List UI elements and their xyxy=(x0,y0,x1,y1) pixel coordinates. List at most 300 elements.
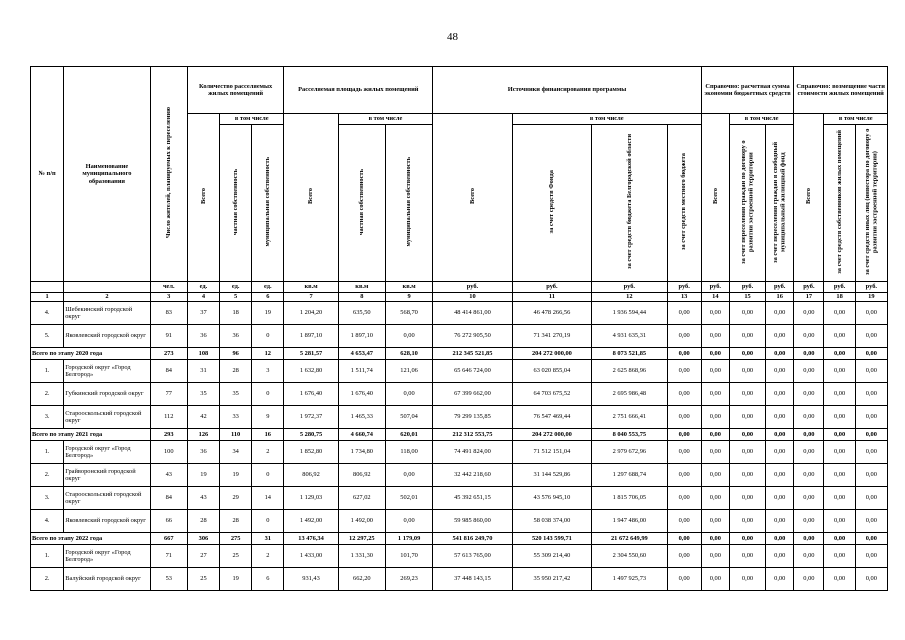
unit-cell: кв.м xyxy=(338,282,385,293)
header-refund-incl: в том числе xyxy=(824,114,888,125)
table-cell: 0,00 xyxy=(729,360,765,383)
table-cell: 0,00 xyxy=(701,510,729,533)
stage-total-row xyxy=(31,533,888,545)
table-cell: 0,00 xyxy=(701,383,729,406)
table-cell: 34 xyxy=(220,441,252,464)
table-cell: 0,00 xyxy=(766,545,794,568)
table-cell: 0,00 xyxy=(385,383,432,406)
unit-cell: руб. xyxy=(824,282,855,293)
table-row xyxy=(31,302,888,325)
table-cell: 74 491 824,00 xyxy=(433,441,512,464)
units-row xyxy=(31,282,888,293)
table-cell: 108 xyxy=(187,348,219,360)
table-cell: 0,00 xyxy=(701,464,729,487)
table-cell: 0,00 xyxy=(794,383,824,406)
table-cell: 0,00 xyxy=(794,429,824,441)
table-cell: 0,00 xyxy=(701,533,729,545)
table-cell: 36 xyxy=(187,325,219,348)
column-number-cell: 17 xyxy=(794,293,824,302)
header-area-group: Расселяемая площадь жилых помещений xyxy=(284,67,433,114)
table-cell: 0,00 xyxy=(667,441,701,464)
table-cell: 29 xyxy=(220,487,252,510)
resettlement-table xyxy=(30,66,888,591)
table-cell: 0,00 xyxy=(766,487,794,510)
table-cell: 0,00 xyxy=(794,464,824,487)
table-cell: 0,00 xyxy=(794,325,824,348)
header-area-municipal: муниципальная собственность xyxy=(385,125,432,282)
table-cell: 1 897,10 xyxy=(284,325,338,348)
municipality-name: Валуйский городской округ xyxy=(64,568,150,591)
table-cell: 0,00 xyxy=(667,545,701,568)
table-row xyxy=(31,464,888,487)
stage-total-row xyxy=(31,348,888,360)
table-cell: 66 xyxy=(150,510,187,533)
table-cell: 55 309 214,40 xyxy=(512,545,591,568)
row-number: 4. xyxy=(31,302,64,325)
municipality-name: Старооскольский городской округ xyxy=(64,487,150,510)
table-cell: 0,00 xyxy=(729,302,765,325)
table-cell: 212 345 521,85 xyxy=(433,348,512,360)
table-cell: 0,00 xyxy=(855,533,887,545)
table-cell: 0,00 xyxy=(766,406,794,429)
table-cell: 9 xyxy=(252,406,284,429)
table-cell: 3 xyxy=(252,360,284,383)
table-cell: 58 038 374,00 xyxy=(512,510,591,533)
table-cell: 4 653,47 xyxy=(338,348,385,360)
table-cell: 0,00 xyxy=(766,464,794,487)
table-cell: 568,70 xyxy=(385,302,432,325)
table-body xyxy=(31,302,888,591)
unit-cell: руб. xyxy=(667,282,701,293)
table-cell: 0,00 xyxy=(701,429,729,441)
table-cell: 14 xyxy=(252,487,284,510)
table-cell: 36 xyxy=(187,441,219,464)
table-cell: 79 299 135,85 xyxy=(433,406,512,429)
table-cell: 0,00 xyxy=(766,510,794,533)
table-cell: 0 xyxy=(252,510,284,533)
resettlement-table-wrapper xyxy=(30,66,888,591)
table-cell: 0 xyxy=(252,383,284,406)
table-cell: 0,00 xyxy=(824,429,855,441)
table-cell: 53 xyxy=(150,568,187,591)
table-cell: 91 xyxy=(150,325,187,348)
table-cell: 37 448 143,15 xyxy=(433,568,512,591)
table-cell: 25 xyxy=(220,545,252,568)
table-cell: 1 497 925,73 xyxy=(592,568,667,591)
table-cell: 273 xyxy=(150,348,187,360)
table-cell: 0,00 xyxy=(855,348,887,360)
table-cell: 306 xyxy=(187,533,219,545)
table-cell: 0,00 xyxy=(729,545,765,568)
table-cell: 0,00 xyxy=(855,302,887,325)
table-cell: 0,00 xyxy=(794,533,824,545)
header-refund-owners: за счет средств собственников жилых помещений xyxy=(824,125,855,282)
municipality-name: Городской округ «Город Белгород» xyxy=(64,441,150,464)
table-cell: 0,00 xyxy=(824,360,855,383)
page-number: 48 xyxy=(447,31,458,43)
table-cell: 0,00 xyxy=(766,325,794,348)
table-cell: 0,00 xyxy=(824,568,855,591)
row-number: 2. xyxy=(31,464,64,487)
unit-cell: кв.м xyxy=(385,282,432,293)
table-cell: 0,00 xyxy=(729,429,765,441)
table-cell: 628,10 xyxy=(385,348,432,360)
table-cell: 627,02 xyxy=(338,487,385,510)
unit-cell: ед. xyxy=(220,282,252,293)
table-cell: 0,00 xyxy=(824,325,855,348)
table-cell: 0,00 xyxy=(701,360,729,383)
header-area-total: Всего xyxy=(284,114,338,282)
table-cell: 76 272 905,50 xyxy=(433,325,512,348)
row-number: 3. xyxy=(31,406,64,429)
table-cell: 31 xyxy=(252,533,284,545)
table-cell: 1 676,40 xyxy=(284,383,338,406)
table-cell: 35 xyxy=(220,383,252,406)
row-number: 2. xyxy=(31,568,64,591)
stage-total-label: Всего по этапу 2020 года xyxy=(31,348,151,360)
table-cell: 110 xyxy=(220,429,252,441)
table-cell: 71 341 270,19 xyxy=(512,325,591,348)
table-cell: 0,00 xyxy=(824,348,855,360)
table-cell: 0,00 xyxy=(794,545,824,568)
table-cell: 19 xyxy=(187,464,219,487)
table-cell: 204 272 000,00 xyxy=(512,348,591,360)
table-cell: 31 144 529,86 xyxy=(512,464,591,487)
table-cell: 0,00 xyxy=(824,302,855,325)
table-cell: 0,00 xyxy=(729,325,765,348)
row-number: 4. xyxy=(31,510,64,533)
table-cell: 12 297,25 xyxy=(338,533,385,545)
table-cell: 35 950 217,42 xyxy=(512,568,591,591)
table-cell: 0,00 xyxy=(701,441,729,464)
header-refund-investors: за счет средств иных лиц (инвестора по договору о развитии застроенной территории) xyxy=(855,125,887,282)
table-cell: 0,00 xyxy=(855,325,887,348)
table-cell: 2 751 666,41 xyxy=(592,406,667,429)
table-cell: 1 179,09 xyxy=(385,533,432,545)
column-number-cell: 16 xyxy=(766,293,794,302)
stage-total-label: Всего по этапу 2022 года xyxy=(31,533,151,545)
table-cell: 48 414 861,00 xyxy=(433,302,512,325)
unit-cell: руб. xyxy=(592,282,667,293)
header-area-incl: в том числе xyxy=(338,114,433,125)
table-cell: 931,43 xyxy=(284,568,338,591)
table-cell: 31 xyxy=(187,360,219,383)
table-cell: 806,92 xyxy=(338,464,385,487)
header-funding-total: Всего xyxy=(433,114,512,282)
table-cell: 1 947 486,00 xyxy=(592,510,667,533)
column-number-cell: 10 xyxy=(433,293,512,302)
table-cell: 0,00 xyxy=(667,429,701,441)
column-number-cell: 15 xyxy=(729,293,765,302)
table-cell: 18 xyxy=(220,302,252,325)
header-refund-group: Справочно: возмещение части стоимости жилых помещений xyxy=(794,67,888,114)
table-cell: 112 xyxy=(150,406,187,429)
column-number-cell: 19 xyxy=(855,293,887,302)
table-row xyxy=(31,441,888,464)
table-cell: 96 xyxy=(220,348,252,360)
table-cell: 19 xyxy=(220,464,252,487)
table-cell: 541 816 249,70 xyxy=(433,533,512,545)
table-cell: 0,00 xyxy=(667,406,701,429)
table-cell: 1 492,00 xyxy=(284,510,338,533)
stage-total-row xyxy=(31,429,888,441)
table-cell: 1 465,33 xyxy=(338,406,385,429)
table-cell: 0,00 xyxy=(794,487,824,510)
table-cell: 36 xyxy=(220,325,252,348)
column-number-cell: 6 xyxy=(252,293,284,302)
table-cell: 502,01 xyxy=(385,487,432,510)
column-number-cell: 13 xyxy=(667,293,701,302)
table-cell: 0,00 xyxy=(667,533,701,545)
table-cell: 84 xyxy=(150,487,187,510)
table-cell: 64 703 675,52 xyxy=(512,383,591,406)
table-cell: 0,00 xyxy=(729,533,765,545)
header-rooms-municipal: муниципальная собственность xyxy=(252,125,284,282)
row-number: 1. xyxy=(31,360,64,383)
header-residents: Число жителей, планируемых к переселению xyxy=(150,67,187,282)
table-cell: 0 xyxy=(252,464,284,487)
table-cell: 37 xyxy=(187,302,219,325)
unit-cell: ед. xyxy=(187,282,219,293)
table-row xyxy=(31,545,888,568)
unit-cell: руб. xyxy=(701,282,729,293)
table-cell: 0,00 xyxy=(794,406,824,429)
table-cell: 28 xyxy=(220,360,252,383)
stage-total-label: Всего по этапу 2021 года xyxy=(31,429,151,441)
table-cell: 46 478 266,56 xyxy=(512,302,591,325)
table-cell: 620,01 xyxy=(385,429,432,441)
table-cell: 0,00 xyxy=(701,325,729,348)
column-number-cell: 14 xyxy=(701,293,729,302)
unit-cell: руб. xyxy=(855,282,887,293)
table-cell: 0,00 xyxy=(701,545,729,568)
municipality-name: Грайворонский городской округ xyxy=(64,464,150,487)
table-cell: 12 xyxy=(252,348,284,360)
municipality-name: Старооскольский городской округ xyxy=(64,406,150,429)
table-cell: 84 xyxy=(150,360,187,383)
unit-cell: чел. xyxy=(150,282,187,293)
table-cell: 0,00 xyxy=(385,510,432,533)
unit-cell: кв.м xyxy=(284,282,338,293)
table-cell: 21 672 649,99 xyxy=(592,533,667,545)
table-cell: 0,00 xyxy=(701,487,729,510)
table-cell: 0,00 xyxy=(766,441,794,464)
table-cell: 635,50 xyxy=(338,302,385,325)
table-cell: 2 304 550,60 xyxy=(592,545,667,568)
table-cell: 0 xyxy=(252,325,284,348)
table-cell: 13 476,34 xyxy=(284,533,338,545)
table-cell: 0,00 xyxy=(729,510,765,533)
column-number-cell: 18 xyxy=(824,293,855,302)
unit-cell: руб. xyxy=(794,282,824,293)
table-cell: 0,00 xyxy=(855,441,887,464)
table-cell: 77 xyxy=(150,383,187,406)
table-cell: 0,00 xyxy=(667,568,701,591)
table-cell: 0,00 xyxy=(667,487,701,510)
table-cell: 1 204,20 xyxy=(284,302,338,325)
column-number-cell: 2 xyxy=(64,293,150,302)
table-cell: 0,00 xyxy=(794,302,824,325)
column-number-cell: 11 xyxy=(512,293,591,302)
table-cell: 1 852,80 xyxy=(284,441,338,464)
table-cell: 28 xyxy=(187,510,219,533)
table-cell: 667 xyxy=(150,533,187,545)
table-row xyxy=(31,406,888,429)
municipality-name: Городской округ «Город Белгород» xyxy=(64,545,150,568)
column-number-cell: 9 xyxy=(385,293,432,302)
table-cell: 806,92 xyxy=(284,464,338,487)
table-cell: 0,00 xyxy=(701,302,729,325)
table-cell: 2 xyxy=(252,441,284,464)
table-cell: 0,00 xyxy=(766,348,794,360)
table-cell: 0,00 xyxy=(855,464,887,487)
column-number-cell: 5 xyxy=(220,293,252,302)
table-cell: 76 547 469,44 xyxy=(512,406,591,429)
table-cell: 0,00 xyxy=(729,383,765,406)
row-number: 5. xyxy=(31,325,64,348)
table-cell: 1 297 688,74 xyxy=(592,464,667,487)
table-cell: 6 xyxy=(252,568,284,591)
table-cell: 0,00 xyxy=(385,464,432,487)
header-funding-local: за счет средств местного бюджета xyxy=(667,125,701,282)
table-cell: 0,00 xyxy=(824,406,855,429)
header-rooms-group: Количество расселяемых жилых помещений xyxy=(187,67,284,114)
table-cell: 0,00 xyxy=(667,360,701,383)
table-cell: 43 576 945,10 xyxy=(512,487,591,510)
table-cell: 0,00 xyxy=(766,360,794,383)
table-cell: 0,00 xyxy=(729,406,765,429)
table-row xyxy=(31,510,888,533)
row-number: 3. xyxy=(31,487,64,510)
table-cell: 0,00 xyxy=(824,441,855,464)
header-economy-total: Всего xyxy=(701,114,729,282)
table-cell: 59 985 860,00 xyxy=(433,510,512,533)
column-number-cell: 7 xyxy=(284,293,338,302)
table-cell: 0,00 xyxy=(766,533,794,545)
table-cell: 101,70 xyxy=(385,545,432,568)
municipality-name: Яковлевский городской округ xyxy=(64,325,150,348)
table-cell: 0,00 xyxy=(794,360,824,383)
table-cell: 65 646 724,00 xyxy=(433,360,512,383)
column-number-cell: 4 xyxy=(187,293,219,302)
table-cell: 126 xyxy=(187,429,219,441)
table-cell: 0,00 xyxy=(855,487,887,510)
table-cell: 100 xyxy=(150,441,187,464)
table-cell: 71 xyxy=(150,545,187,568)
header-economy-incl: в том числе xyxy=(729,114,793,125)
table-cell: 0,00 xyxy=(794,348,824,360)
row-number: 2. xyxy=(31,383,64,406)
header-name: Наименование муниципального образования xyxy=(64,67,150,282)
table-cell: 1 632,80 xyxy=(284,360,338,383)
header-rooms-private: частная собственность xyxy=(220,125,252,282)
table-cell: 0,00 xyxy=(667,348,701,360)
table-row xyxy=(31,360,888,383)
table-cell: 1 492,00 xyxy=(338,510,385,533)
header-refund-total: Всего xyxy=(794,114,824,282)
table-cell: 121,06 xyxy=(385,360,432,383)
table-cell: 0,00 xyxy=(729,441,765,464)
table-cell: 293 xyxy=(150,429,187,441)
table-row xyxy=(31,487,888,510)
table-cell: 0,00 xyxy=(667,464,701,487)
table-cell: 1 676,40 xyxy=(338,383,385,406)
unit-cell: руб. xyxy=(729,282,765,293)
municipality-name: Городской округ «Город Белгород» xyxy=(64,360,150,383)
column-number-cell: 1 xyxy=(31,293,64,302)
table-cell: 0,00 xyxy=(855,360,887,383)
table-cell: 0,00 xyxy=(729,464,765,487)
column-number-cell: 8 xyxy=(338,293,385,302)
table-header xyxy=(31,67,888,302)
table-cell: 42 xyxy=(187,406,219,429)
table-cell: 118,00 xyxy=(385,441,432,464)
table-row xyxy=(31,325,888,348)
table-cell: 0,00 xyxy=(766,568,794,591)
table-cell: 4 931 635,31 xyxy=(592,325,667,348)
table-cell: 0,00 xyxy=(701,406,729,429)
header-area-private: частная собственность xyxy=(338,125,385,282)
municipality-name: Яковлевский городской округ xyxy=(64,510,150,533)
header-economy-development: за счет переселения граждан по договору о развитии застроенной территории xyxy=(729,125,765,282)
header-rooms-total: Всего xyxy=(187,114,219,282)
table-cell: 4 660,74 xyxy=(338,429,385,441)
table-cell: 35 xyxy=(187,383,219,406)
table-cell: 0,00 xyxy=(385,325,432,348)
header-funding-regional: за счет средств бюджета Белгородской области xyxy=(592,125,667,282)
table-cell: 275 xyxy=(220,533,252,545)
table-cell: 0,00 xyxy=(824,533,855,545)
table-row xyxy=(31,383,888,406)
table-cell: 0,00 xyxy=(824,487,855,510)
unit-cell: руб. xyxy=(512,282,591,293)
header-funding-fund: за счет средств Фонда xyxy=(512,125,591,282)
table-cell: 0,00 xyxy=(824,545,855,568)
table-cell: 19 xyxy=(252,302,284,325)
table-cell: 0,00 xyxy=(766,302,794,325)
municipality-name: Шебекинский городской округ xyxy=(64,302,150,325)
table-cell: 32 442 218,60 xyxy=(433,464,512,487)
table-cell: 0,00 xyxy=(855,510,887,533)
table-cell: 1 897,10 xyxy=(338,325,385,348)
header-rooms-incl: в том числе xyxy=(220,114,284,125)
table-cell: 1 331,30 xyxy=(338,545,385,568)
table-cell: 0,00 xyxy=(794,510,824,533)
table-cell: 204 272 000,00 xyxy=(512,429,591,441)
table-cell: 0,00 xyxy=(729,487,765,510)
table-cell: 0,00 xyxy=(824,464,855,487)
table-cell: 0,00 xyxy=(729,568,765,591)
table-cell: 28 xyxy=(220,510,252,533)
column-number-cell: 12 xyxy=(592,293,667,302)
table-cell: 212 312 553,75 xyxy=(433,429,512,441)
table-cell: 67 399 662,00 xyxy=(433,383,512,406)
table-cell: 33 xyxy=(220,406,252,429)
table-cell: 1 972,37 xyxy=(284,406,338,429)
table-cell: 269,23 xyxy=(385,568,432,591)
column-number-cell: 3 xyxy=(150,293,187,302)
table-cell: 71 512 151,04 xyxy=(512,441,591,464)
municipality-name: Губкинский городской округ xyxy=(64,383,150,406)
table-cell: 1 936 594,44 xyxy=(592,302,667,325)
table-cell: 507,04 xyxy=(385,406,432,429)
table-cell: 1 129,03 xyxy=(284,487,338,510)
header-funding-incl: в том числе xyxy=(512,114,701,125)
table-cell: 1 433,00 xyxy=(284,545,338,568)
table-cell: 5 281,57 xyxy=(284,348,338,360)
table-cell: 83 xyxy=(150,302,187,325)
header-economy-free-fund: за счет переселения граждан в свободный муниципальный жилищный фонд xyxy=(766,125,794,282)
